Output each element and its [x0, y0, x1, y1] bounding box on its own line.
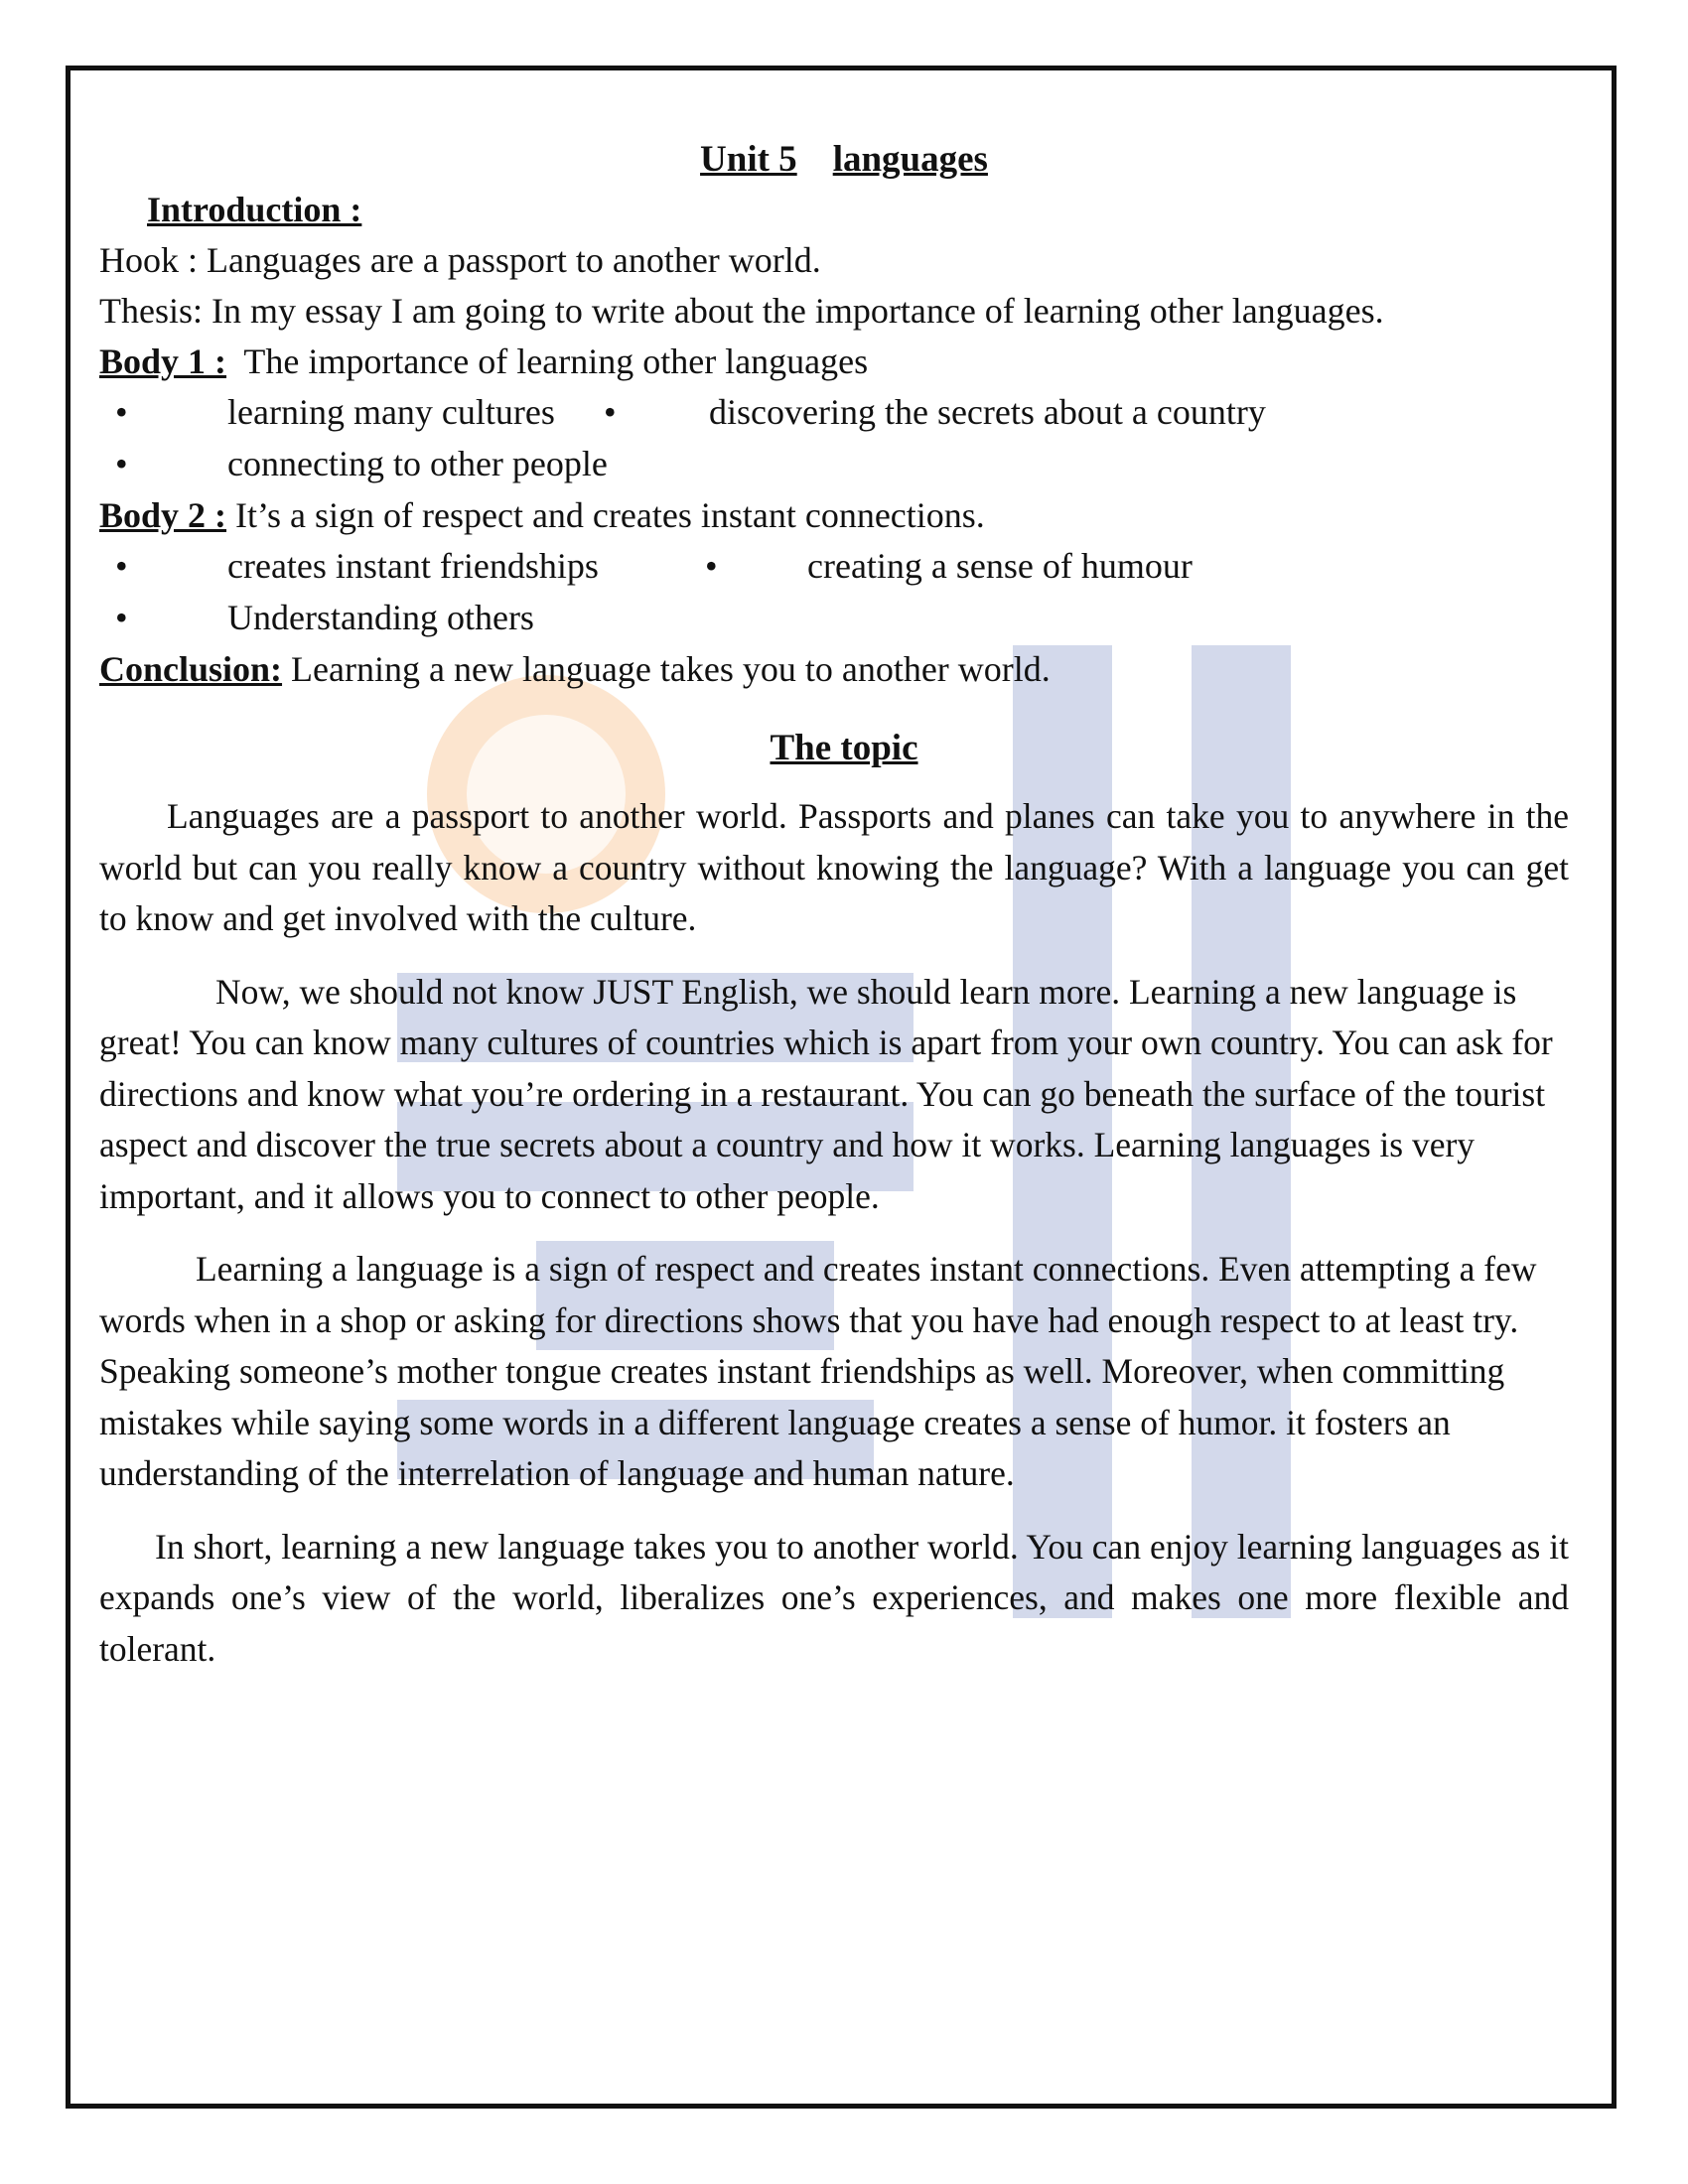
- essay-paragraph-4: In short, learning a new language takes you to another world. You can enjoy learning languages as it expands one’s view of the world, liberalizes one’s experiences, and makes one more flexible and tolerant.: [99, 1526, 1569, 1669]
- body1-bullet-row-2: [99, 439, 1589, 490]
- topic-heading: The topic: [770, 728, 918, 768]
- bullet-icon: •: [115, 598, 128, 637]
- hook-line: Hook : Languages are a passport to another world.: [99, 240, 821, 280]
- bullet-icon: •: [705, 546, 718, 586]
- essay-paragraph-1: Languages are a passport to another world. Passports and planes can take you to anywhere in the world but can you really know a country without knowing the language? With a language you can get to know and get involved with the culture.: [99, 796, 1569, 938]
- body1-text: The importance of learning other languages: [226, 341, 869, 381]
- essay-paragraph-2: Now, we should not know JUST English, we should learn more. Learning a new language is great! You can know many cultures of countries which is apart from your own country. You can ask for directions and know what you’re ordering in a restaurant. You can go beneath the surface of the tourist aspect and discover the true secrets about a country and how it works. Learning languages is very important, and it allows you to connect to other people.: [99, 971, 1553, 1216]
- essay-paragraph-3: Learning a language is a sign of respect and creates instant connections. Even attempting a few words when in a shop or asking for directions shows that you have had enough respect to at least try. Speaking someone’s mother tongue creates instant friendships as well. Moreover, when committing mistakes while saying some words in a different language creates a sense of humor. it fosters an understanding of the interrelation of language and human nature.: [99, 1249, 1537, 1493]
- body1-line: [99, 337, 1589, 387]
- body2-label: Body 2 :: [99, 495, 227, 535]
- page-title: [99, 134, 1589, 185]
- bullet-icon: •: [604, 392, 617, 432]
- body2-bullet-row-1: [99, 541, 1589, 593]
- body2-text: It’s a sign of respect and creates instant connections.: [226, 495, 985, 535]
- bullet-text: creating a sense of humour: [807, 546, 1193, 586]
- title-unit: Unit 5: [700, 139, 797, 180]
- conclusion-label: Conclusion:: [99, 649, 283, 689]
- bullet-text: learning many cultures: [227, 392, 555, 432]
- introduction-label: Introduction :: [147, 190, 362, 229]
- body2-line: [99, 490, 1589, 541]
- bullet-text: Understanding others: [227, 598, 534, 637]
- bullet-icon: •: [115, 444, 128, 483]
- bullet-text: creates instant friendships: [227, 546, 599, 586]
- conclusion-text: Learning a new language takes you to another world.: [282, 649, 1051, 689]
- body1-label: Body 1 :: [99, 341, 227, 381]
- bullet-icon: •: [115, 546, 128, 586]
- thesis-line: Thesis: In my essay I am going to write about the importance of learning other languages.: [99, 291, 1384, 331]
- bullet-text: discovering the secrets about a country: [709, 392, 1266, 432]
- bullet-icon: •: [115, 392, 128, 432]
- body2-bullet-row-2: [99, 593, 1589, 644]
- body1-bullet-row-1: [99, 387, 1589, 439]
- introduction-heading: [99, 185, 1589, 235]
- document-content: [99, 134, 1589, 1697]
- bullet-text: connecting to other people: [227, 444, 608, 483]
- title-topic: languages: [832, 139, 988, 180]
- conclusion-line: [99, 644, 1589, 695]
